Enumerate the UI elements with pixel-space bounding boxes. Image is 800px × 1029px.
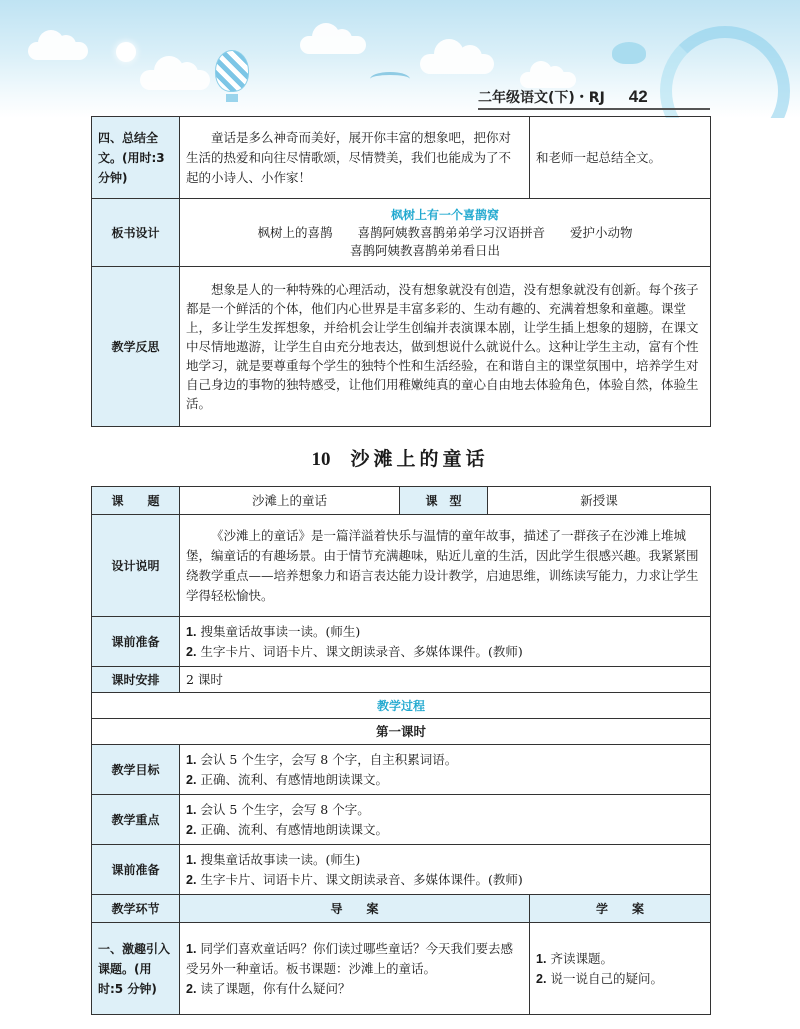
board-design-row — [92, 199, 711, 267]
hot-air-balloon-icon — [215, 50, 249, 92]
prep-item: 2. 生字卡片、词语卡片、课文朗读录音、多媒体课件。(教师) — [186, 643, 523, 659]
step1-study-item: 2. 说一说自己的疑问。 — [536, 970, 663, 986]
header-banner — [0, 0, 800, 118]
cloud-icon — [140, 70, 210, 90]
prep2-item: 2. 生字卡片、词语卡片、课文朗读录音、多媒体课件。(教师) — [186, 871, 523, 887]
running-header — [478, 86, 648, 108]
topic-label: 课 题 — [92, 487, 180, 515]
goal-item: 1. 会认 5 个生字，会写 8 个字，自主积累词语。 — [186, 751, 458, 767]
reflection-row — [92, 267, 711, 427]
process-header: 教学过程 — [92, 693, 711, 719]
goals-row — [92, 745, 711, 795]
design-text: 《沙滩上的童话》是一篇洋溢着快乐与温情的童年故事，描述了一群孩子在沙滩上堆城堡，编童话的有趣场景。由于情节充满趣味，贴近儿童的生活，因此学生很感兴趣。我紧紧围绕教学重点——培养想象力和语言表达能力设计教学，启迪思维，训练读写能力，力求让学生学得轻松愉快。 — [180, 515, 711, 617]
summary-guide: 童话是多么神奇而美好，展开你丰富的想象吧，把你对生活的热爱和向往尽情歌颂，尽情赞美，我们也能成为了不起的小诗人、小作家！ — [180, 117, 530, 199]
header-rule — [478, 108, 710, 110]
goal-item: 2. 正确、流利、有感情地朗读课文。 — [186, 771, 388, 787]
prep2-item: 1. 搜集童话故事读一读。(师生) — [186, 851, 361, 867]
rainbow-icon — [660, 26, 790, 118]
step1-row — [92, 923, 711, 1015]
reflection-label: 教学反思 — [92, 267, 180, 427]
focus-row — [92, 795, 711, 845]
focus-label: 教学重点 — [92, 795, 180, 845]
step1-guide-item: 2. 读了课题，你有什么疑问？ — [186, 980, 351, 996]
sun-icon — [116, 42, 136, 62]
topic-row — [92, 487, 711, 515]
focus-item: 1. 会认 5 个生字，会写 8 个字。 — [186, 801, 370, 817]
page-number: 42 — [628, 87, 648, 106]
design-row — [92, 515, 711, 617]
summary-label: 四、总结全文。(用时:3分钟) — [92, 117, 180, 199]
prep2-row — [92, 845, 711, 895]
balloon-basket-icon — [226, 94, 238, 102]
schedule-row — [92, 667, 711, 693]
col-study-header: 学 案 — [530, 895, 711, 923]
summary-row — [92, 117, 711, 199]
cloud-icon — [28, 42, 88, 60]
prep-label: 课前准备 — [92, 617, 180, 667]
process-header-row — [92, 693, 711, 719]
book-title: 二年级语文(下)・RJ — [478, 90, 605, 106]
kite-icon — [370, 72, 410, 86]
summary-student: 和老师一起总结全文。 — [530, 117, 711, 199]
column-header-row — [92, 895, 711, 923]
board-design-line2: 喜鹊阿姨教喜鹊弟弟看日出 — [350, 242, 501, 258]
lesson-number: 10 — [311, 449, 331, 470]
type-value: 新授课 — [488, 487, 711, 515]
board-design-line1: 枫树上的喜鹊 喜鹊阿姨教喜鹊弟弟学习汉语拼音 爱护小动物 — [257, 224, 633, 240]
schedule-label: 课时安排 — [92, 667, 180, 693]
lesson-title: 沙滩上的童话 — [350, 448, 489, 470]
schedule-value: 2 课时 — [180, 667, 711, 693]
lesson-heading — [0, 444, 800, 471]
step1-study-item: 1. 齐读课题。 — [536, 950, 613, 966]
goals-label: 教学目标 — [92, 745, 180, 795]
prep2-label: 课前准备 — [92, 845, 180, 895]
topic-value: 沙滩上的童话 — [180, 487, 400, 515]
step1-label: 一、激趣引入课题。(用时:5 分钟) — [92, 923, 180, 1015]
design-label: 设计说明 — [92, 515, 180, 617]
col-stage-header: 教学环节 — [92, 895, 180, 923]
board-design-title: 枫树上有一个喜鹊窝 — [390, 207, 499, 222]
lesson-plan-table — [91, 486, 711, 1015]
type-label: 课 型 — [400, 487, 488, 515]
board-design-label: 板书设计 — [92, 199, 180, 267]
previous-lesson-table — [91, 116, 711, 427]
first-lesson-row — [92, 719, 711, 745]
first-lesson-header: 第一课时 — [92, 719, 711, 745]
focus-item: 2. 正确、流利、有感情地朗读课文。 — [186, 821, 388, 837]
prep-item: 1. 搜集童话故事读一读。(师生) — [186, 623, 361, 639]
step1-guide-item: 1. 同学们喜欢童话吗？你们读过哪些童话？今天我们要去感受另外一种童话。板书课题：沙滩上的童话。 — [186, 940, 513, 976]
cloud-icon — [300, 36, 366, 54]
cloud-icon — [420, 54, 494, 74]
col-guide-header: 导 案 — [180, 895, 530, 923]
reflection-text: 想象是人的一种特殊的心理活动，没有想象就没有创造，没有想象就没有创新。每个孩子都是一个鲜活的个体，他们内心世界是丰富多彩的、生动有趣的、充满着想象和童趣。课堂上，多让学生发挥想象，并给机会让学生创编并表演课本剧，让学生插上想象的翅膀，在课文中尽情地遨游，让学生自由充分地表达，做到想说什么就说什么。这种让学生主动，富有个性地学习，就是要尊重每个学生的独特个性和生活经验，在和谐自主的课堂氛围中，培养学生对自己身边的事物的独特感受，让他们用稚嫩纯真的童心自由地去体验角色，体验自然，体验生活。 — [180, 267, 711, 427]
prep-row — [92, 617, 711, 667]
child-telescope-icon — [612, 42, 646, 64]
